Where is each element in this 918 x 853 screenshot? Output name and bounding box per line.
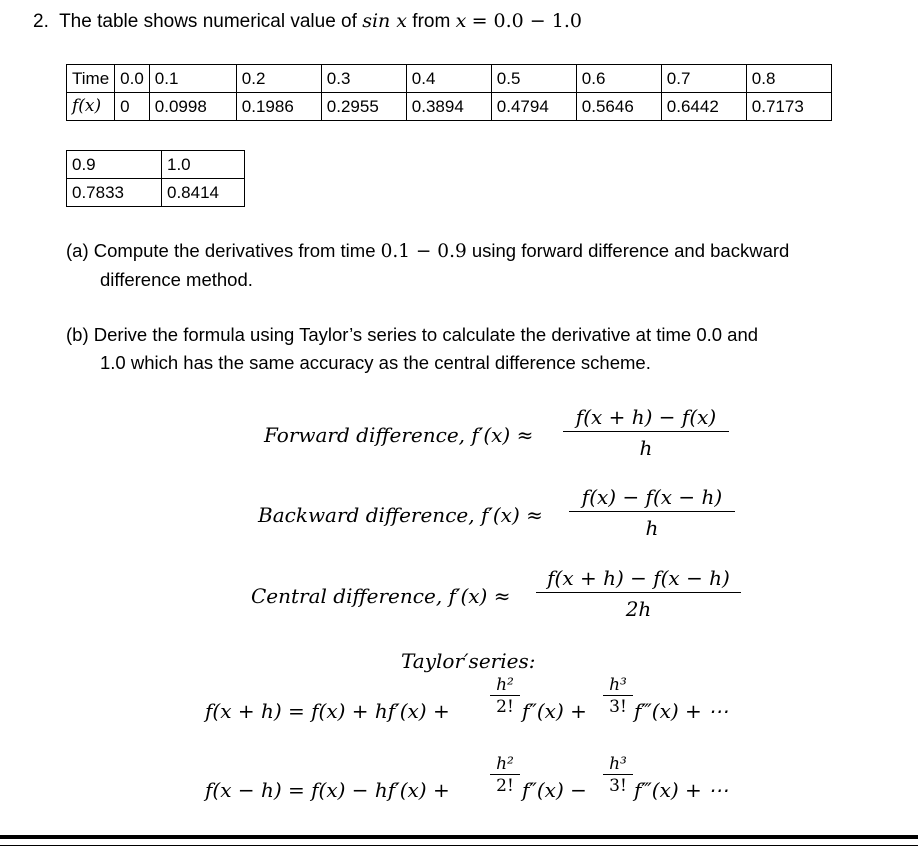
taylor-expansion-plus-lhs: f(x + h) = f(x) + hf′(x) + xyxy=(205,699,450,723)
fraction-denominator: h xyxy=(645,516,659,540)
taylor-series-title: Taylor′series: xyxy=(401,649,536,673)
part-b-label: (b) xyxy=(66,324,89,345)
table-cell: 0.5 xyxy=(491,65,576,93)
bottom-divider-thin xyxy=(0,845,918,846)
table-cell: 0.9 xyxy=(67,151,162,179)
table-cell: 0.7 xyxy=(661,65,746,93)
table-cell: 0.4 xyxy=(406,65,491,93)
table-cell: 0 xyxy=(115,93,150,121)
table-cell: 0.0 xyxy=(115,65,150,93)
taylor-h2-fraction xyxy=(490,675,520,717)
table-cell: 0.8 xyxy=(746,65,831,93)
taylor-expansion-plus-term2: f″(x) + xyxy=(522,699,587,723)
fraction-numerator: h³ xyxy=(603,675,633,696)
table-cell: 0.6442 xyxy=(661,93,746,121)
question-func: sin x xyxy=(362,10,408,32)
taylor-expansion-plus-term3: f‴(x) + ⋯ xyxy=(634,699,729,723)
fraction-denominator: h xyxy=(639,436,653,460)
fraction-numerator: f(x) − f(x − h) xyxy=(569,485,735,512)
table-cell: 0.2955 xyxy=(321,93,406,121)
table-cell: 0.7173 xyxy=(746,93,831,121)
taylor-h3-fraction xyxy=(603,754,633,796)
taylor-h3-fraction xyxy=(603,675,633,717)
fraction-numerator: f(x + h) − f(x − h) xyxy=(536,566,741,593)
fraction-denominator: 3! xyxy=(609,776,627,796)
table-row xyxy=(67,179,245,207)
table-header-time: Time xyxy=(67,65,115,93)
fraction-denominator: 2! xyxy=(496,697,514,717)
fraction-denominator: 2h xyxy=(625,597,652,621)
table-row xyxy=(67,65,832,93)
part-a-text-2: using forward difference and backward xyxy=(466,240,790,261)
table-cell: 0.8414 xyxy=(162,179,245,207)
table-row xyxy=(67,93,832,121)
table-cell: 0.6 xyxy=(576,65,661,93)
question-range: = 0.0 − 1.0 xyxy=(471,10,582,32)
question-text-from: from xyxy=(407,11,456,32)
table-cell: 0.0998 xyxy=(149,93,236,121)
table-cell: 0.7833 xyxy=(67,179,162,207)
question-range-var: x xyxy=(455,10,467,32)
fraction-numerator: f(x + h) − f(x) xyxy=(563,405,729,432)
part-a-math: 0.1 − 0.9 xyxy=(380,241,467,262)
part-a-text-3: difference method. xyxy=(100,269,253,290)
taylor-expansion-minus-term2: f″(x) − xyxy=(522,778,587,802)
central-difference-fraction xyxy=(536,566,741,621)
table-cell: 1.0 xyxy=(162,151,245,179)
value-table-1 xyxy=(66,64,832,121)
table-cell: 0.3 xyxy=(321,65,406,93)
taylor-h2-fraction xyxy=(490,754,520,796)
question-text: The table shows numerical value of xyxy=(59,11,363,32)
question-line xyxy=(33,10,582,33)
fraction-denominator: 3! xyxy=(609,697,627,717)
taylor-expansion-minus-lhs: f(x − h) = f(x) − hf′(x) + xyxy=(205,778,450,802)
part-b-text: Derive the formula using Taylor’s series to calculate the derivative at time 0.0 and xyxy=(93,324,759,345)
table-cell: 0.4794 xyxy=(491,93,576,121)
question-number: 2. xyxy=(33,11,49,32)
table-row xyxy=(67,151,245,179)
table-cell: 0.5646 xyxy=(576,93,661,121)
part-b-text-2: 1.0 which has the same accuracy as the central difference scheme. xyxy=(100,352,651,373)
part-a-label: (a) xyxy=(66,240,89,261)
part-b xyxy=(66,321,906,377)
fraction-numerator: h³ xyxy=(603,754,633,775)
central-difference-label: Central difference, f′(x) ≈ xyxy=(251,584,511,608)
table-cell: 0.1986 xyxy=(236,93,321,121)
taylor-expansion-minus-term3: f‴(x) + ⋯ xyxy=(634,778,729,802)
backward-difference-label: Backward difference, f′(x) ≈ xyxy=(258,503,543,527)
fraction-numerator: h² xyxy=(490,675,520,696)
table-cell: 0.3894 xyxy=(406,93,491,121)
fraction-denominator: 2! xyxy=(496,776,514,796)
table-cell: 0.2 xyxy=(236,65,321,93)
backward-difference-fraction xyxy=(569,485,735,540)
part-a-text: Compute the derivatives from time xyxy=(93,240,381,261)
value-table-2 xyxy=(66,150,245,207)
bottom-divider-thick xyxy=(0,835,918,839)
table-cell: 0.1 xyxy=(149,65,236,93)
table-row-label-fx: f(x) xyxy=(67,93,115,121)
part-a xyxy=(66,237,906,294)
forward-difference-label: Forward difference, f′(x) ≈ xyxy=(264,423,534,447)
forward-difference-fraction xyxy=(563,405,729,460)
fraction-numerator: h² xyxy=(490,754,520,775)
